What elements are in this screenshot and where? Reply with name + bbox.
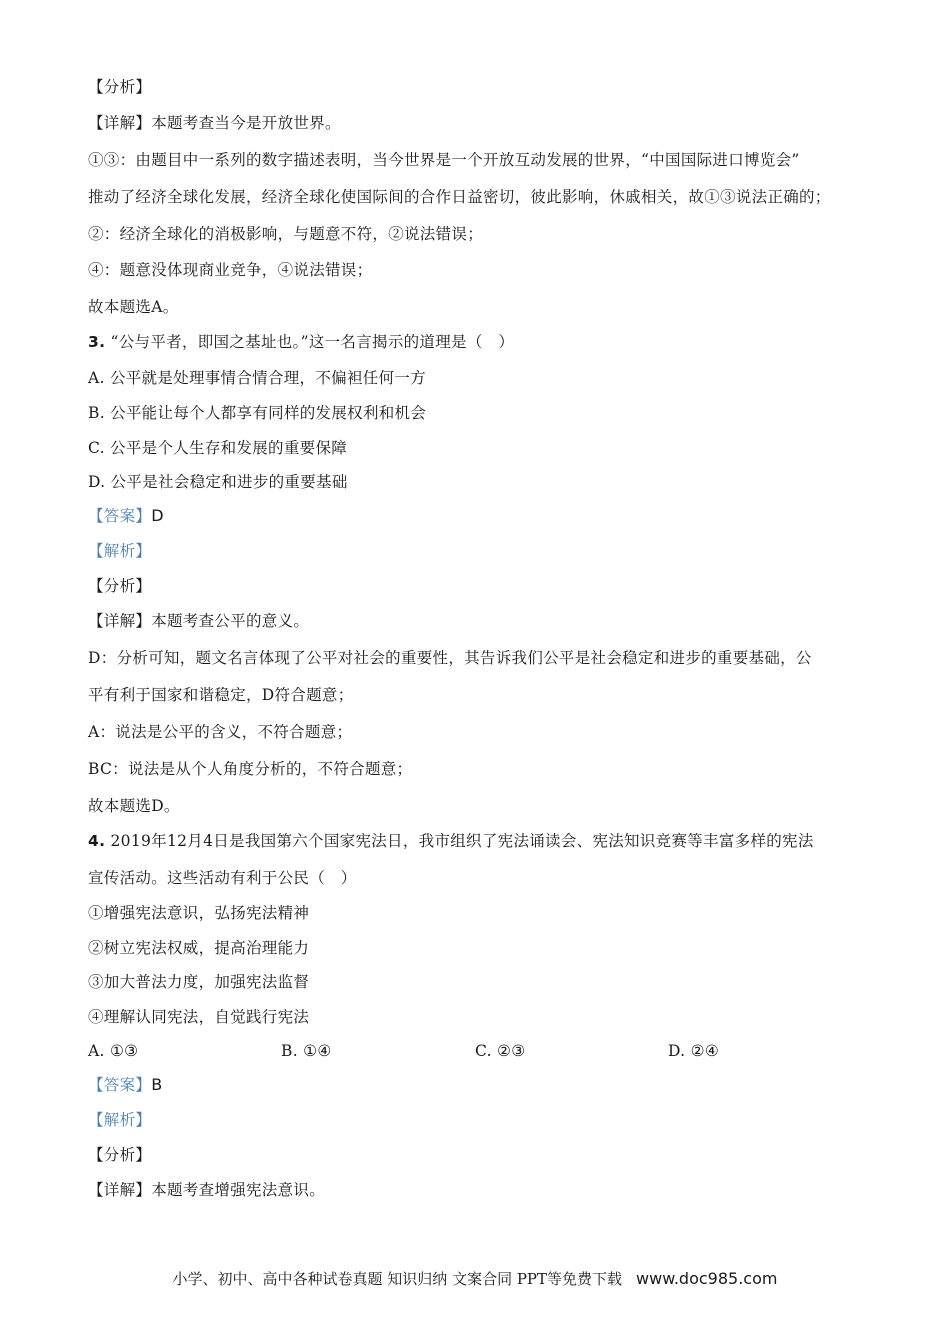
statement-item: ②树立宪法权威，提高治理能力 xyxy=(88,939,310,957)
conclusion-line: 故本题选D。 xyxy=(88,797,180,815)
statement-item: ①增强宪法意识，弘扬宪法精神 xyxy=(88,904,310,922)
detail-line: ④：题意没体现商业竞争，④说法错误； xyxy=(88,261,373,279)
detail-line: D：分析可知，题文名言体现了公平对社会的重要性，其告诉我们公平是社会稳定和进步的重要基础，公 xyxy=(88,649,812,667)
choice-d: D. ②④ xyxy=(668,1042,720,1060)
detail-line: ①③：由题目中一系列的数字描述表明，当今世界是一个开放互动发展的世界，“中国国际进口博览会” xyxy=(88,151,800,169)
choice-b: B. ①④ xyxy=(281,1042,332,1060)
answer-label: 【答案】 xyxy=(88,1076,152,1094)
detail-line: 【详解】本题考查公平的意义。 xyxy=(88,612,310,630)
analysis-label: 【解析】 xyxy=(88,542,152,560)
analysis-heading: 【分析】 xyxy=(88,577,152,595)
statement-item: ④理解认同宪法，自觉践行宪法 xyxy=(88,1008,310,1026)
analysis-label: 【解析】 xyxy=(88,1111,152,1129)
answer-line xyxy=(88,1074,880,1096)
option-b: B. 公平能让每个人都享有同样的发展权利和机会 xyxy=(88,404,427,422)
detail-line: 【详解】本题考查增强宪法意识。 xyxy=(88,1181,326,1199)
page-footer xyxy=(0,1268,950,1290)
detail-line: BC：说法是从个人角度分析的，不符合题意； xyxy=(88,760,413,778)
detail-line: A：说法是公平的含义，不符合题意； xyxy=(88,723,353,741)
question-stem: “公与平者，即国之基址也。”这一名言揭示的道理是（ ） xyxy=(110,333,515,351)
option-d: D. 公平是社会稳定和进步的重要基础 xyxy=(88,473,348,491)
answer-value: D xyxy=(151,506,164,525)
question-number: 3. xyxy=(88,333,106,351)
choice-c: C. ②③ xyxy=(475,1042,526,1060)
answer-value: B xyxy=(151,1075,163,1094)
answer-label: 【答案】 xyxy=(88,507,152,525)
detail-line: 平有利于国家和谐稳定，D符合题意； xyxy=(88,686,354,704)
analysis-heading: 【分析】 xyxy=(88,1146,152,1164)
analysis-heading: 【分析】 xyxy=(88,78,152,96)
question-3 xyxy=(88,331,880,353)
answer-line xyxy=(88,505,880,527)
detail-line: 推动了经济全球化发展，经济全球化使国际间的合作日益密切，彼此影响，休戚相关，故①③说法正确的； xyxy=(88,188,831,206)
conclusion-line: 故本题选A。 xyxy=(88,298,179,316)
detail-line: ②：经济全球化的消极影响，与题意不符，②说法错误； xyxy=(88,225,484,243)
question-stem-cont: 宣传活动。这些活动有利于公民（ ） xyxy=(88,869,357,887)
detail-line: 【详解】本题考查当今是开放世界。 xyxy=(88,114,341,132)
option-a: A. 公平就是处理事情合情合理，不偏袒任何一方 xyxy=(88,369,426,387)
question-stem: 2019年12月4日是我国第六个国家宪法日，我市组织了宪法诵读会、宪法知识竞赛等丰富多样的宪法 xyxy=(110,832,814,850)
footer-site-link[interactable]: www.doc985.com xyxy=(636,1269,778,1288)
choice-a: A. ①③ xyxy=(88,1042,139,1060)
footer-text: 小学、初中、高中各种试卷真题 知识归纳 文案合同 PPT等免费下载 xyxy=(172,1270,623,1288)
option-c: C. 公平是个人生存和发展的重要保障 xyxy=(88,439,348,457)
question-4 xyxy=(88,830,880,852)
question-number: 4. xyxy=(88,832,106,850)
statement-item: ③加大普法力度，加强宪法监督 xyxy=(88,973,310,991)
